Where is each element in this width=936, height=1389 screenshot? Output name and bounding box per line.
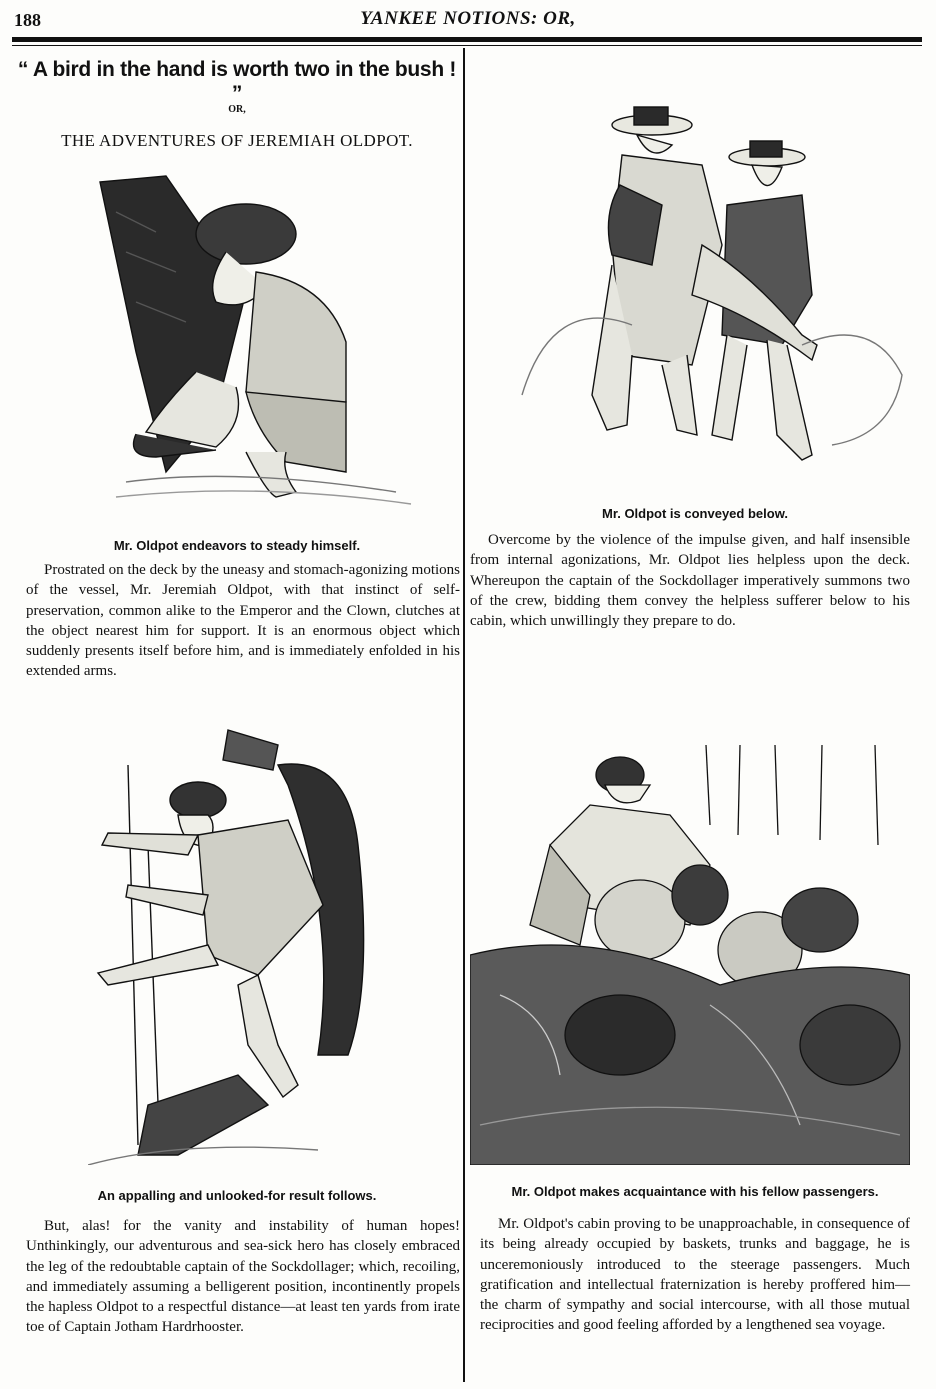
panel-2-text [470,530,910,631]
header-rule-thick [12,37,922,42]
panel-3-text [26,1216,460,1338]
illustration-oldpot-clutching [96,172,426,512]
panel-1-text [26,560,460,682]
panel-4-caption: Mr. Oldpot makes acquaintance with his fellow passengers. [511,1184,879,1199]
illustration-oldpot-carried [512,95,912,475]
column-divider [463,48,465,1382]
panel-4-paragraph: Mr. Oldpot's cabin proving to be unapproachable, in consequence of its being already occupied by baskets, trunks and baggage, he is unceremoniously introduced to the steerage passengers. Much gratification and intellectual fraternization is hereby proffered him—the charm of sympathy and social intercourse, with all those mutual reciprocities and good feeling afforded by a lengthened sea voyage. [480,1216,910,1334]
article-title: THE ADVENTURES OF JEREMIAH OLDPOT. [61,131,413,150]
illustration-steerage-passengers [470,745,910,1165]
running-title: YANKEE NOTIONS: OR, [360,8,576,29]
illustration-oldpot-kicked [88,725,388,1165]
article-motto: “ A bird in the hand is worth two in the bush ! ” [17,58,457,105]
or-label: OR, [228,104,246,115]
panel-2-caption: Mr. Oldpot is conveyed below. [602,506,788,521]
header-rule-thin [12,45,922,46]
panel-2-paragraph: Overcome by the violence of the impulse given, and half insensible from internal agonizations, Mr. Oldpot lies helpless upon the deck. Whereupon the captain of the Sockdollager imperatively summons two of the crew, bidding them convey the helpless sufferer below to his cabin, which unwillingly they prepare to do. [470,532,910,630]
panel-1-caption: Mr. Oldpot endeavors to steady himself. [113,538,361,553]
panel-4-text [480,1214,910,1336]
panel-3-paragraph: But, alas! for the vanity and instability of human hopes! Unthinkingly, our adventurous and sea-sick hero has closely embraced the leg of the redoubtable captain of the Sockdollager; which, recoiling, and immediately assuming a belligerent position, incontinently propels the hapless Oldpot to a respectful distance—at least ten yards from irate toe of Captain Jotham Hardrhooster. [26,1218,460,1336]
page-number: 188 [14,10,41,30]
panel-1-paragraph: Prostrated on the deck by the uneasy and stomach-agonizing motions of the vessel, Mr. Jeremiah Oldpot, with that instinct of self-preservation, common alike to the Emperor and the Clown, clutches at the object nearest him for support. It is an enormous object which suddenly presents itself before him, and is immediately enfolded in his extended arms. [26,562,460,680]
panel-3-caption: An appalling and unlooked-for result follows. [97,1188,377,1203]
